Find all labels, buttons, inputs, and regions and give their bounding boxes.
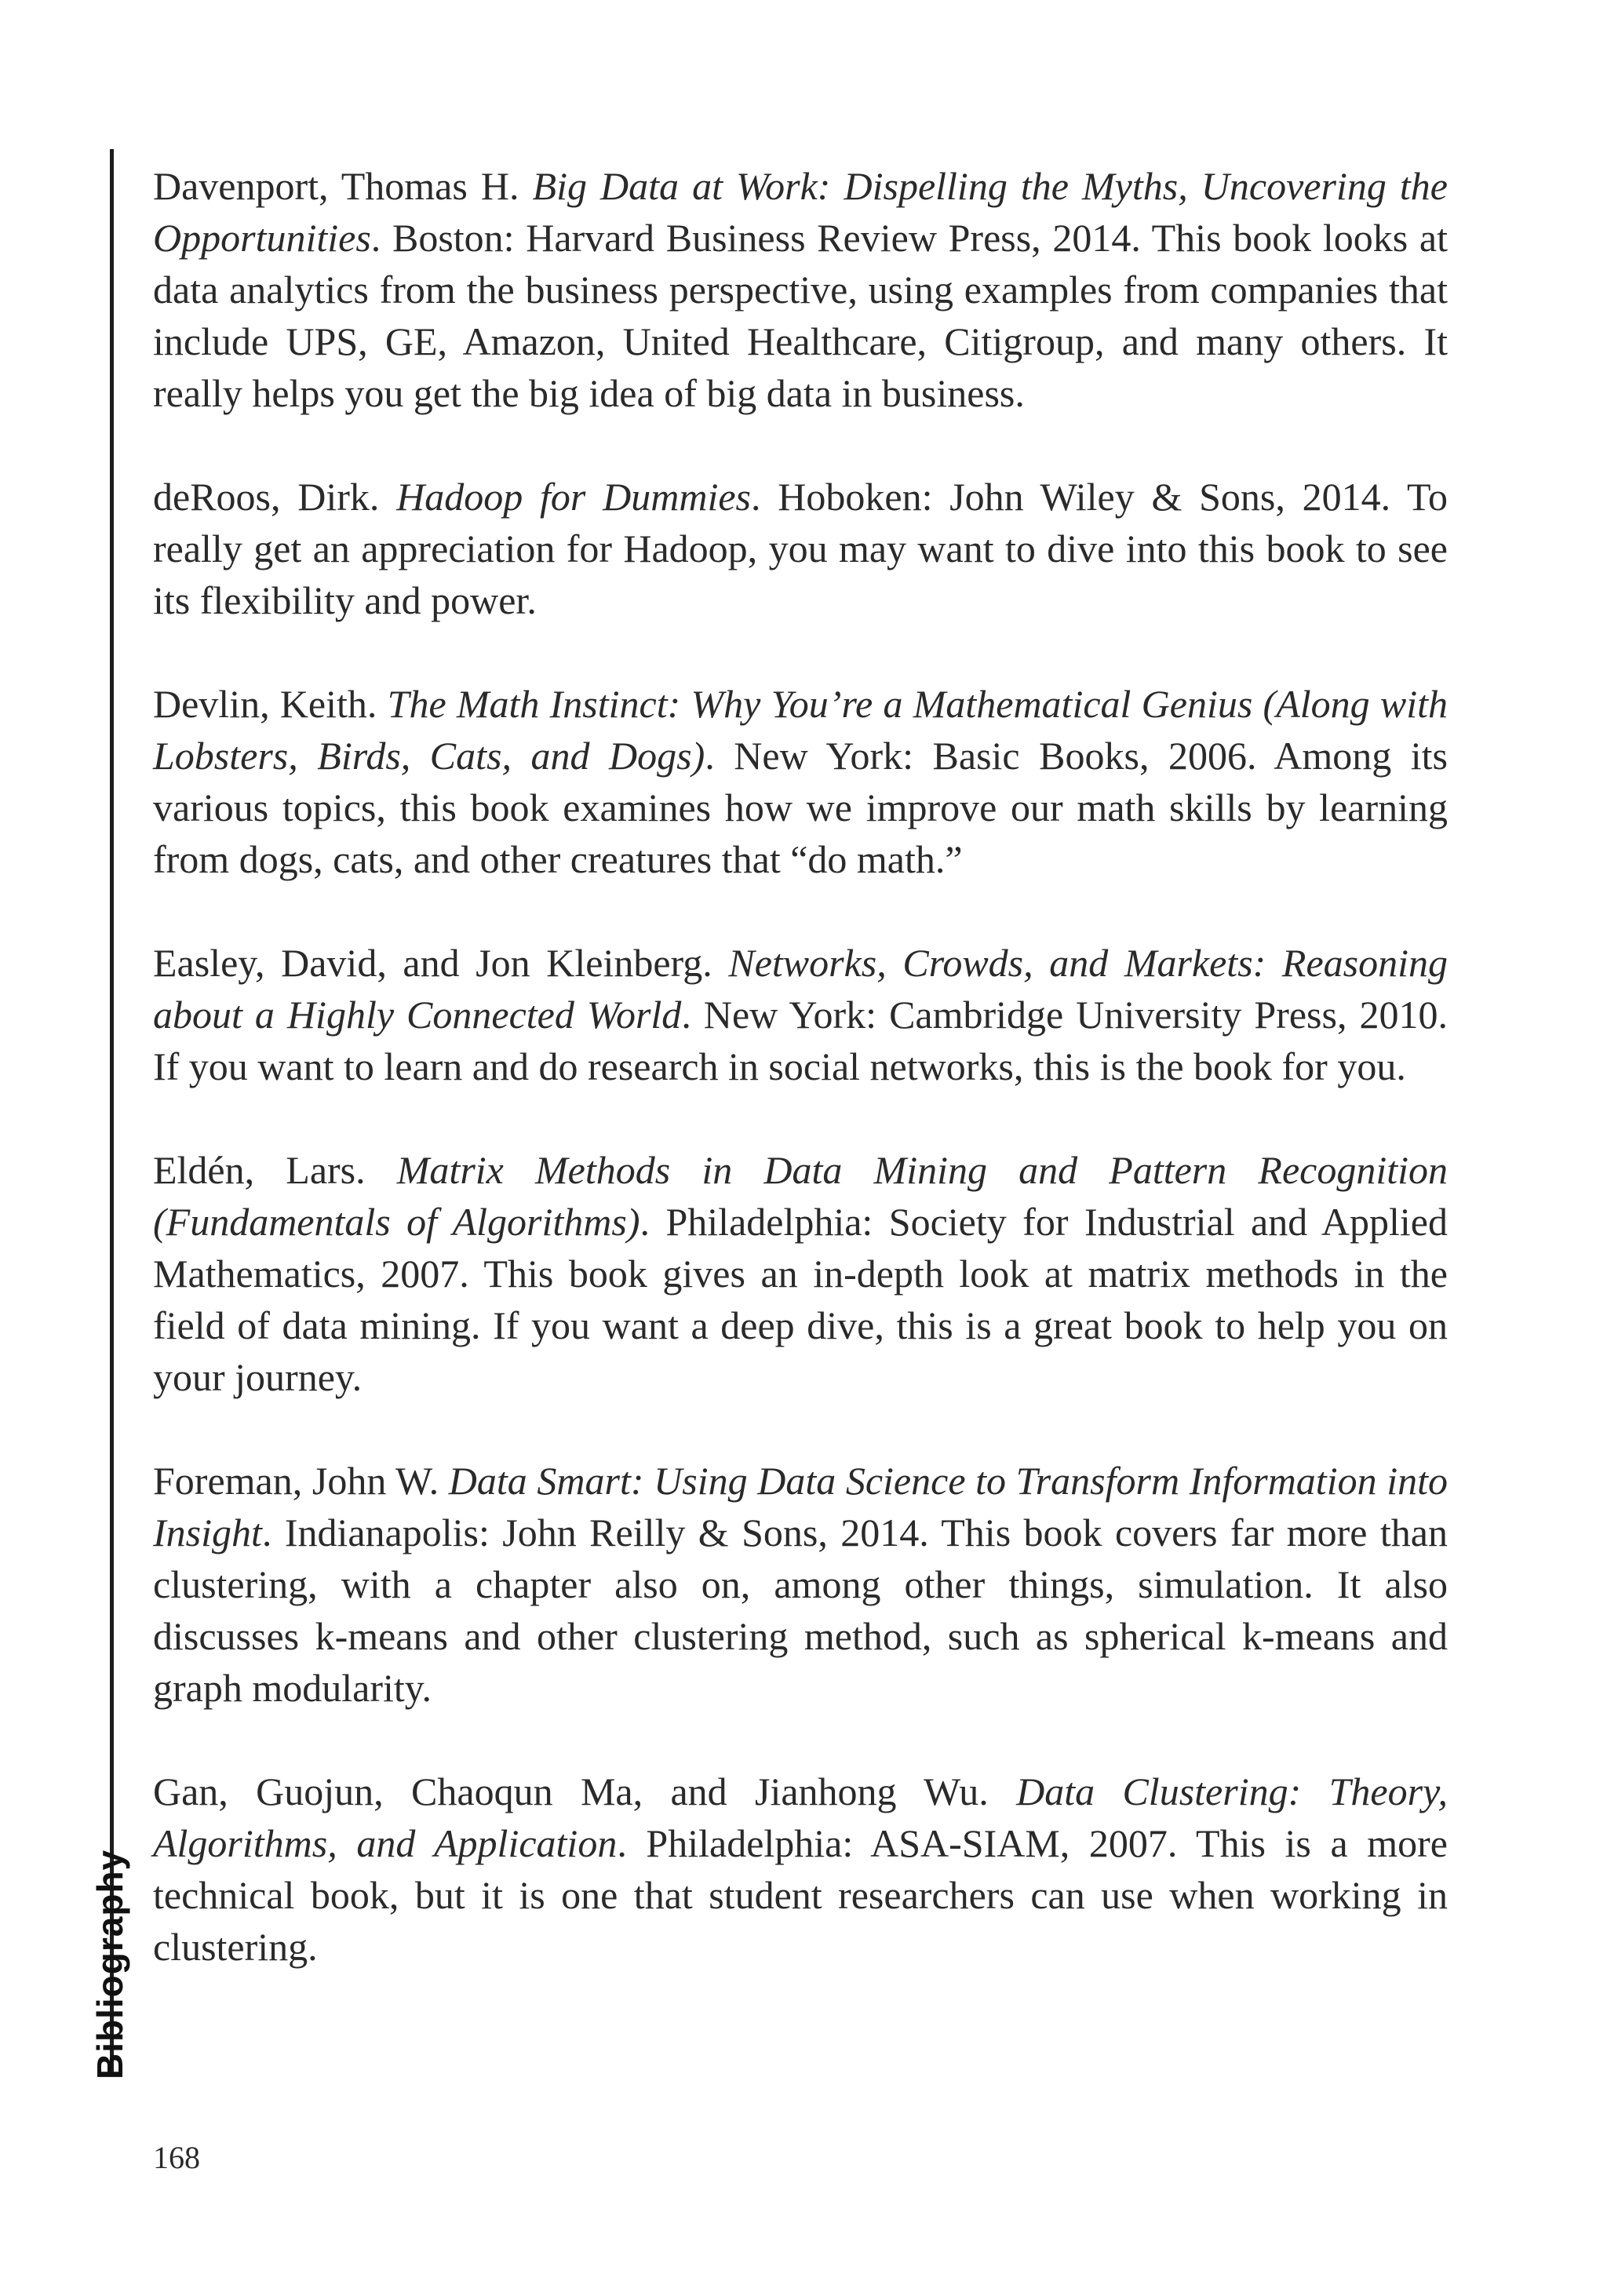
bibliography-entry <box>153 1144 1448 1403</box>
margin-rule <box>110 149 114 2076</box>
entry-details: . New York: Cambridge University Press, 2010. If you want to learn and do research in social networks, this is the book for you. <box>153 993 1448 1088</box>
entry-author: Eldén, Lars. <box>153 1148 397 1192</box>
entry-title: Networks, Crowds, and Markets: Reasoning about a Highly Connected World <box>153 941 1448 1037</box>
bibliography-entry <box>153 678 1448 885</box>
entry-details: . Boston: Harvard Business Review Press, 2014. This book looks at data analytics from the business perspective, using examples from companies that include UPS, GE, Amazon, United Healthcare, Citigroup, and many others. It really helps you get the big idea of big data in business. <box>153 216 1448 415</box>
bibliography-list <box>153 160 1448 2024</box>
entry-details: . Philadelphia: Society for Industrial and Applied Mathematics, 2007. This book gives an in-depth look at matrix methods in the field of data mining. If you want a deep dive, this is a great book to help you on your journey. <box>153 1200 1448 1399</box>
entry-title: Data Smart: Using Data Science to Transform Information into Insight <box>153 1459 1448 1554</box>
page-number: 168 <box>153 2140 200 2175</box>
entry-author: Easley, David, and Jon Kleinberg. <box>153 941 729 985</box>
entry-title: Matrix Methods in Data Mining and Pattern Recognition (Fundamentals of Algorithms) <box>153 1148 1448 1244</box>
entry-author: deRoos, Dirk. <box>153 475 397 519</box>
entry-details: . Hoboken: John Wiley & Sons, 2014. To really get an appreciation for Hadoop, you may want to dive into this book to see its flexibility and power. <box>153 475 1448 622</box>
entry-author: Devlin, Keith. <box>153 682 388 726</box>
entry-author: Foreman, John W. <box>153 1459 449 1503</box>
entry-details: . Philadelphia: ASA-SIAM, 2007. This is a more technical book, but it is one that student researchers can use when working in clustering. <box>153 1821 1448 1969</box>
section-label: Bibliography <box>89 1849 130 2079</box>
bibliography-entry <box>153 1455 1448 1714</box>
bibliography-entry <box>153 1766 1448 1973</box>
entry-details: . New York: Basic Books, 2006. Among its various topics, this book examines how we improve our math skills by learning from dogs, cats, and other creatures that “do math.” <box>153 734 1448 881</box>
entry-title: Data Clustering: Theory, Algorithms, and Application <box>153 1769 1448 1865</box>
entry-details: . Indianapolis: John Reilly & Sons, 2014. This book covers far more than clustering, with a chapter also on, among other things, simulation. It also discusses k-means and other clustering method, such as spherical k-means and graph modularity. <box>153 1511 1448 1710</box>
bibliography-entry <box>153 160 1448 419</box>
entry-author: Davenport, Thomas H. <box>153 164 533 208</box>
entry-title: The Math Instinct: Why You’re a Mathematical Genius (Along with Lobsters, Birds, Cats, and Dogs) <box>153 682 1448 778</box>
bibliography-entry <box>153 937 1448 1092</box>
entry-title: Big Data at Work: Dispelling the Myths, Uncovering the Opportunities <box>153 164 1448 260</box>
bibliography-entry <box>153 471 1448 626</box>
entry-title: Hadoop for Dummies <box>396 475 752 519</box>
entry-author: Gan, Guojun, Chaoqun Ma, and Jianhong Wu. <box>153 1769 1017 1813</box>
